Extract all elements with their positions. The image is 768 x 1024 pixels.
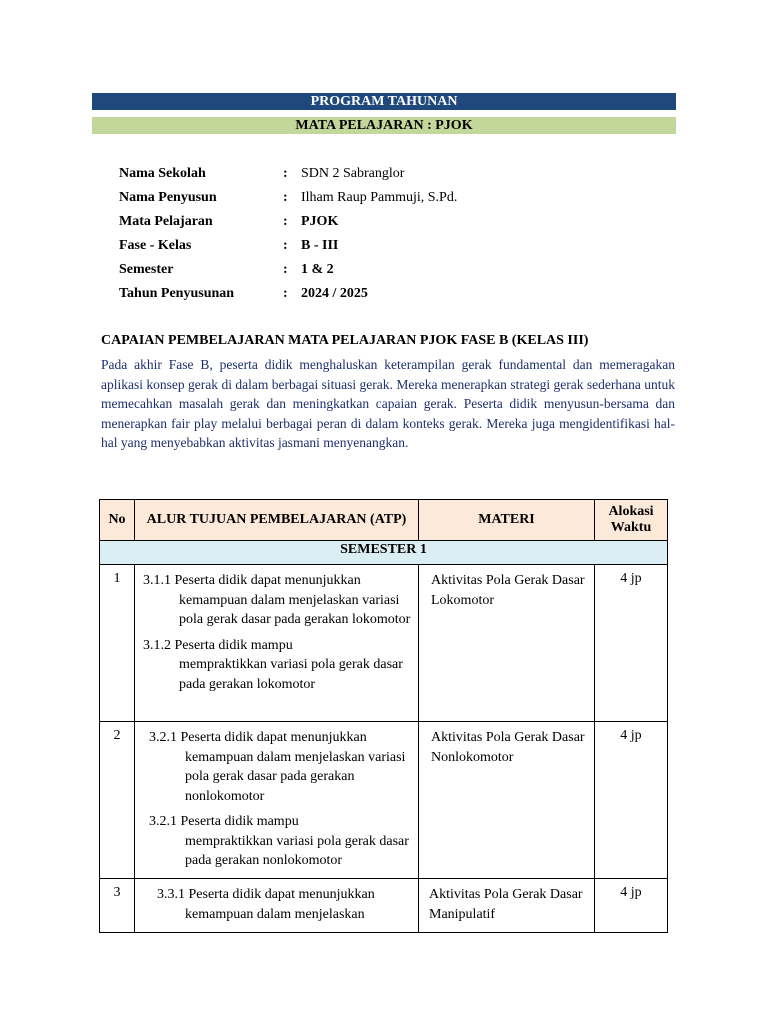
info-value: PJOK bbox=[301, 214, 339, 229]
info-value: 2024 / 2025 bbox=[301, 286, 368, 301]
table-header-row bbox=[100, 500, 668, 541]
info-colon: : bbox=[283, 238, 288, 253]
info-row-school bbox=[119, 163, 457, 187]
row-atp bbox=[135, 879, 419, 933]
info-value: SDN 2 Sabranglor bbox=[301, 166, 405, 181]
table-row bbox=[100, 565, 668, 722]
header-no: No bbox=[100, 500, 135, 541]
header-atp: ALUR TUJUAN PEMBELAJARAN (ATP) bbox=[135, 500, 419, 541]
row-waktu: 4 jp bbox=[595, 565, 668, 722]
atp-item-lead: 3.3.1 Peserta didik dapat menunjukkan bbox=[157, 887, 375, 902]
capaian-title: CAPAIAN PEMBELAJARAN MATA PELAJARAN PJOK FASE B (KELAS III) bbox=[101, 333, 589, 348]
table-row bbox=[100, 722, 668, 879]
info-label: Nama Penyusun bbox=[119, 190, 217, 205]
info-row-semester bbox=[119, 259, 457, 283]
atp-item-lead: 3.1.2 Peserta didik mampu bbox=[143, 637, 293, 653]
row-atp bbox=[135, 722, 419, 879]
info-colon: : bbox=[283, 286, 288, 301]
info-row-year bbox=[119, 283, 457, 307]
identity-block bbox=[119, 163, 457, 307]
row-atp bbox=[135, 565, 419, 722]
capaian-paragraph: Pada akhir Fase B, peserta didik menghaluskan keterampilan gerak fundamental dan memeragakan aplikasi konsep gerak di dalam berbagai situasi gerak. Mereka menerapkan strategi gerak sederhana untuk memecahkan masalah gerak dan meningkatkan capaian gerak. Peserta didik menyusun-bersama dan menerapkan fair play melalui berbagai peran di dalam konteks gerak. Mereka juga mengidentifikasi hal-hal yang menyebabkan aktivitas jasmani menyenangkan. bbox=[101, 357, 675, 450]
info-colon: : bbox=[283, 262, 288, 277]
row-number: 3 bbox=[100, 879, 135, 933]
info-label: Fase - Kelas bbox=[119, 238, 192, 253]
info-label: Mata Pelajaran bbox=[119, 214, 213, 229]
atp-item bbox=[149, 728, 412, 806]
info-value: Ilham Raup Pammuji, S.Pd. bbox=[301, 190, 458, 205]
info-row-subject bbox=[119, 211, 457, 235]
atp-item-lead: 3.1.1 Peserta didik dapat menunjukkan bbox=[143, 573, 361, 588]
info-row-author bbox=[119, 187, 457, 211]
row-materi: Aktivitas Pola Gerak Dasar Nonlokomotor bbox=[419, 722, 595, 879]
document-title: PROGRAM TAHUNAN bbox=[92, 93, 676, 110]
info-row-phase bbox=[119, 235, 457, 259]
atp-item-rest: kemampuan dalam menjelaskan bbox=[185, 906, 365, 922]
table-row bbox=[100, 879, 668, 933]
semester-row bbox=[100, 541, 668, 565]
row-number: 1 bbox=[100, 565, 135, 722]
semester-label: SEMESTER 1 bbox=[100, 541, 668, 565]
info-colon: : bbox=[283, 214, 288, 229]
info-label: Semester bbox=[119, 262, 174, 277]
info-value: B - III bbox=[301, 238, 339, 253]
row-materi: Aktivitas Pola Gerak Dasar Manipulatif bbox=[419, 879, 595, 933]
row-waktu: 4 jp bbox=[595, 879, 668, 933]
atp-item bbox=[143, 636, 412, 695]
atp-item bbox=[157, 885, 412, 924]
info-colon: : bbox=[283, 190, 288, 205]
info-label: Nama Sekolah bbox=[119, 166, 206, 181]
atp-item-rest: mempraktikkan variasi pola gerak dasar pada gerakan nonlokomotor bbox=[185, 833, 409, 868]
atp-item-rest: kemampuan dalam menjelaskan variasi pola gerak dasar pada gerakan nonlokomotor bbox=[185, 749, 406, 804]
info-value: 1 & 2 bbox=[301, 262, 334, 277]
row-materi: Aktivitas Pola Gerak Dasar Lokomotor bbox=[419, 565, 595, 722]
atp-table bbox=[99, 499, 668, 933]
atp-item-rest: mempraktikkan variasi pola gerak dasar pada gerakan lokomotor bbox=[179, 657, 403, 692]
info-colon: : bbox=[283, 166, 288, 181]
info-label: Tahun Penyusunan bbox=[119, 286, 235, 301]
header-materi: MATERI bbox=[419, 500, 595, 541]
atp-item-lead: 3.2.1 Peserta didik mampu bbox=[149, 814, 299, 829]
atp-item bbox=[149, 812, 412, 871]
atp-item-lead: 3.2.1 Peserta didik dapat menunjukkan bbox=[149, 730, 367, 745]
subject-title: MATA PELAJARAN : PJOK bbox=[92, 117, 676, 134]
atp-item-rest: kemampuan dalam menjelaskan variasi pola gerak dasar pada gerakan lokomotor bbox=[179, 592, 411, 627]
header-waktu: Alokasi Waktu bbox=[595, 500, 668, 541]
atp-item bbox=[143, 571, 412, 630]
row-waktu: 4 jp bbox=[595, 722, 668, 879]
row-number: 2 bbox=[100, 722, 135, 879]
